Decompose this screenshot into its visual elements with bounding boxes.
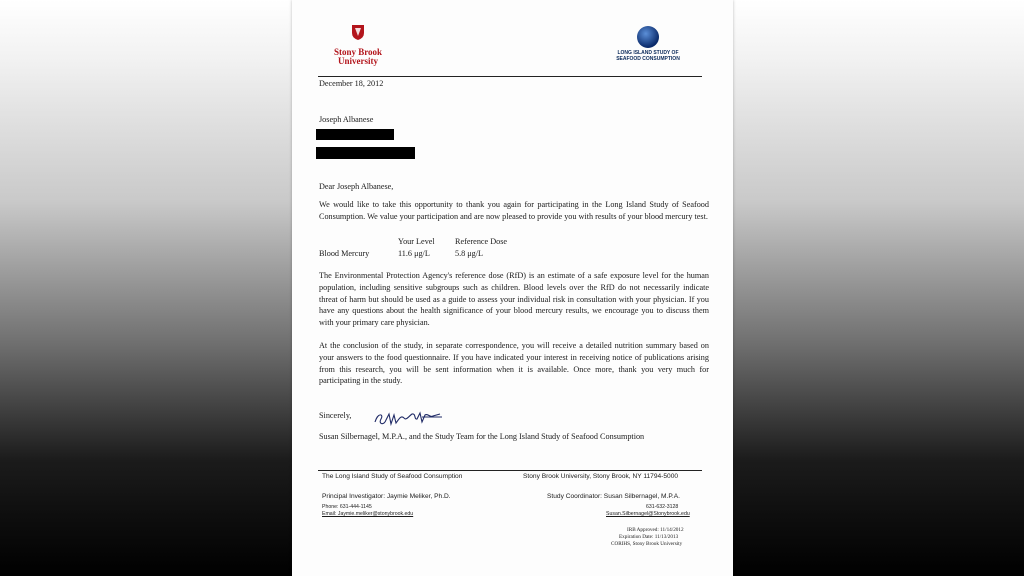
study-logo-line2: SEAFOOD CONSUMPTION xyxy=(616,56,680,62)
footer-study-coordinator: Study Coordinator: Susan Silbernagel, M.P.A. xyxy=(547,493,680,500)
fish-globe-icon xyxy=(637,26,659,48)
redacted-address-line1 xyxy=(316,129,394,140)
conclusion-paragraph: At the conclusion of the study, in separate correspondence, you will receive a detailed nutrition summary based on your answers to the food questionnaire. If you have indicated your interest in receiving notice of publications arising from this research, you will be sent information when it is available. Once more, thank you very much for participating in the study. xyxy=(319,341,709,386)
results-reference-dose: 5.8 μg/L xyxy=(455,249,484,258)
study-logo xyxy=(608,26,688,62)
footer-pi-email[interactable]: Email: Jaymie.meliker@stonybrook.edu xyxy=(322,511,414,517)
results-header-reference: Reference Dose xyxy=(455,237,508,246)
salutation: Dear Joseph Albanese, xyxy=(319,182,394,191)
redacted-address-line2 xyxy=(316,147,415,159)
footer-coordinator-phone: 631-632-3128 xyxy=(646,504,679,510)
footer-pi-phone: Phone: 631-444-1145 xyxy=(322,504,372,510)
results-header-level: Your Level xyxy=(398,237,435,246)
handwritten-signature xyxy=(372,410,448,428)
footer-principal-investigator: Principal Investigator: Jaymie Meliker, Ph.D. xyxy=(322,493,451,500)
footer-address: Stony Brook University, Stony Brook, NY 11794-5000 xyxy=(523,473,679,480)
irb-approved: IRB Approved: 11/14/2012 xyxy=(627,527,684,533)
footer-divider xyxy=(318,470,702,471)
letter-date: December 18, 2012 xyxy=(319,79,384,88)
signer-line: Susan Silbernagel, M.P.A., and the Study Team for the Long Island Study of Seafood Consumption xyxy=(319,432,645,441)
irb-expiration: Expiration Date: 11/13/2013 xyxy=(619,534,679,540)
sbu-name-line2: University xyxy=(338,56,378,66)
letter-page xyxy=(292,0,733,576)
header-divider xyxy=(318,76,702,77)
sbu-name-line1: Stony Brook xyxy=(333,47,383,57)
footer-coordinator-email[interactable]: Susan.Silbernagel@Stonybrook.edu xyxy=(606,511,690,517)
university-shield-icon xyxy=(351,24,365,41)
rfd-paragraph: The Environmental Protection Agency's reference dose (RfD) is an estimate of a safe exposure level for the human population, including sensitive subgroups such as children. Blood levels over the RfD do not necessarily indicate threat of harm but should be used as a guide to assess your individual risk in consultation with your physician. If you have any questions about the health significance of your blood mercury results, we encourage you to discuss them with your primary care physician. xyxy=(319,271,709,328)
footer-study-name: The Long Island Study of Seafood Consumption xyxy=(322,473,463,480)
irb-office: CORIHS, Stony Brook University xyxy=(611,541,683,547)
intro-paragraph: We would like to take this opportunity to thank you again for participating in the Long Island Study of Seafood Consumption. We value your participation and are now pleased to provide you with results of your blood mercury test. xyxy=(319,200,709,221)
results-row-label: Blood Mercury xyxy=(319,249,370,258)
recipient-name: Joseph Albanese xyxy=(319,115,374,124)
closing: Sincerely, xyxy=(319,411,352,420)
results-your-level: 11.6 μg/L xyxy=(398,249,430,258)
study-logo-line1: LONG ISLAND STUDY OF xyxy=(617,50,679,56)
stony-brook-logo xyxy=(330,24,386,66)
